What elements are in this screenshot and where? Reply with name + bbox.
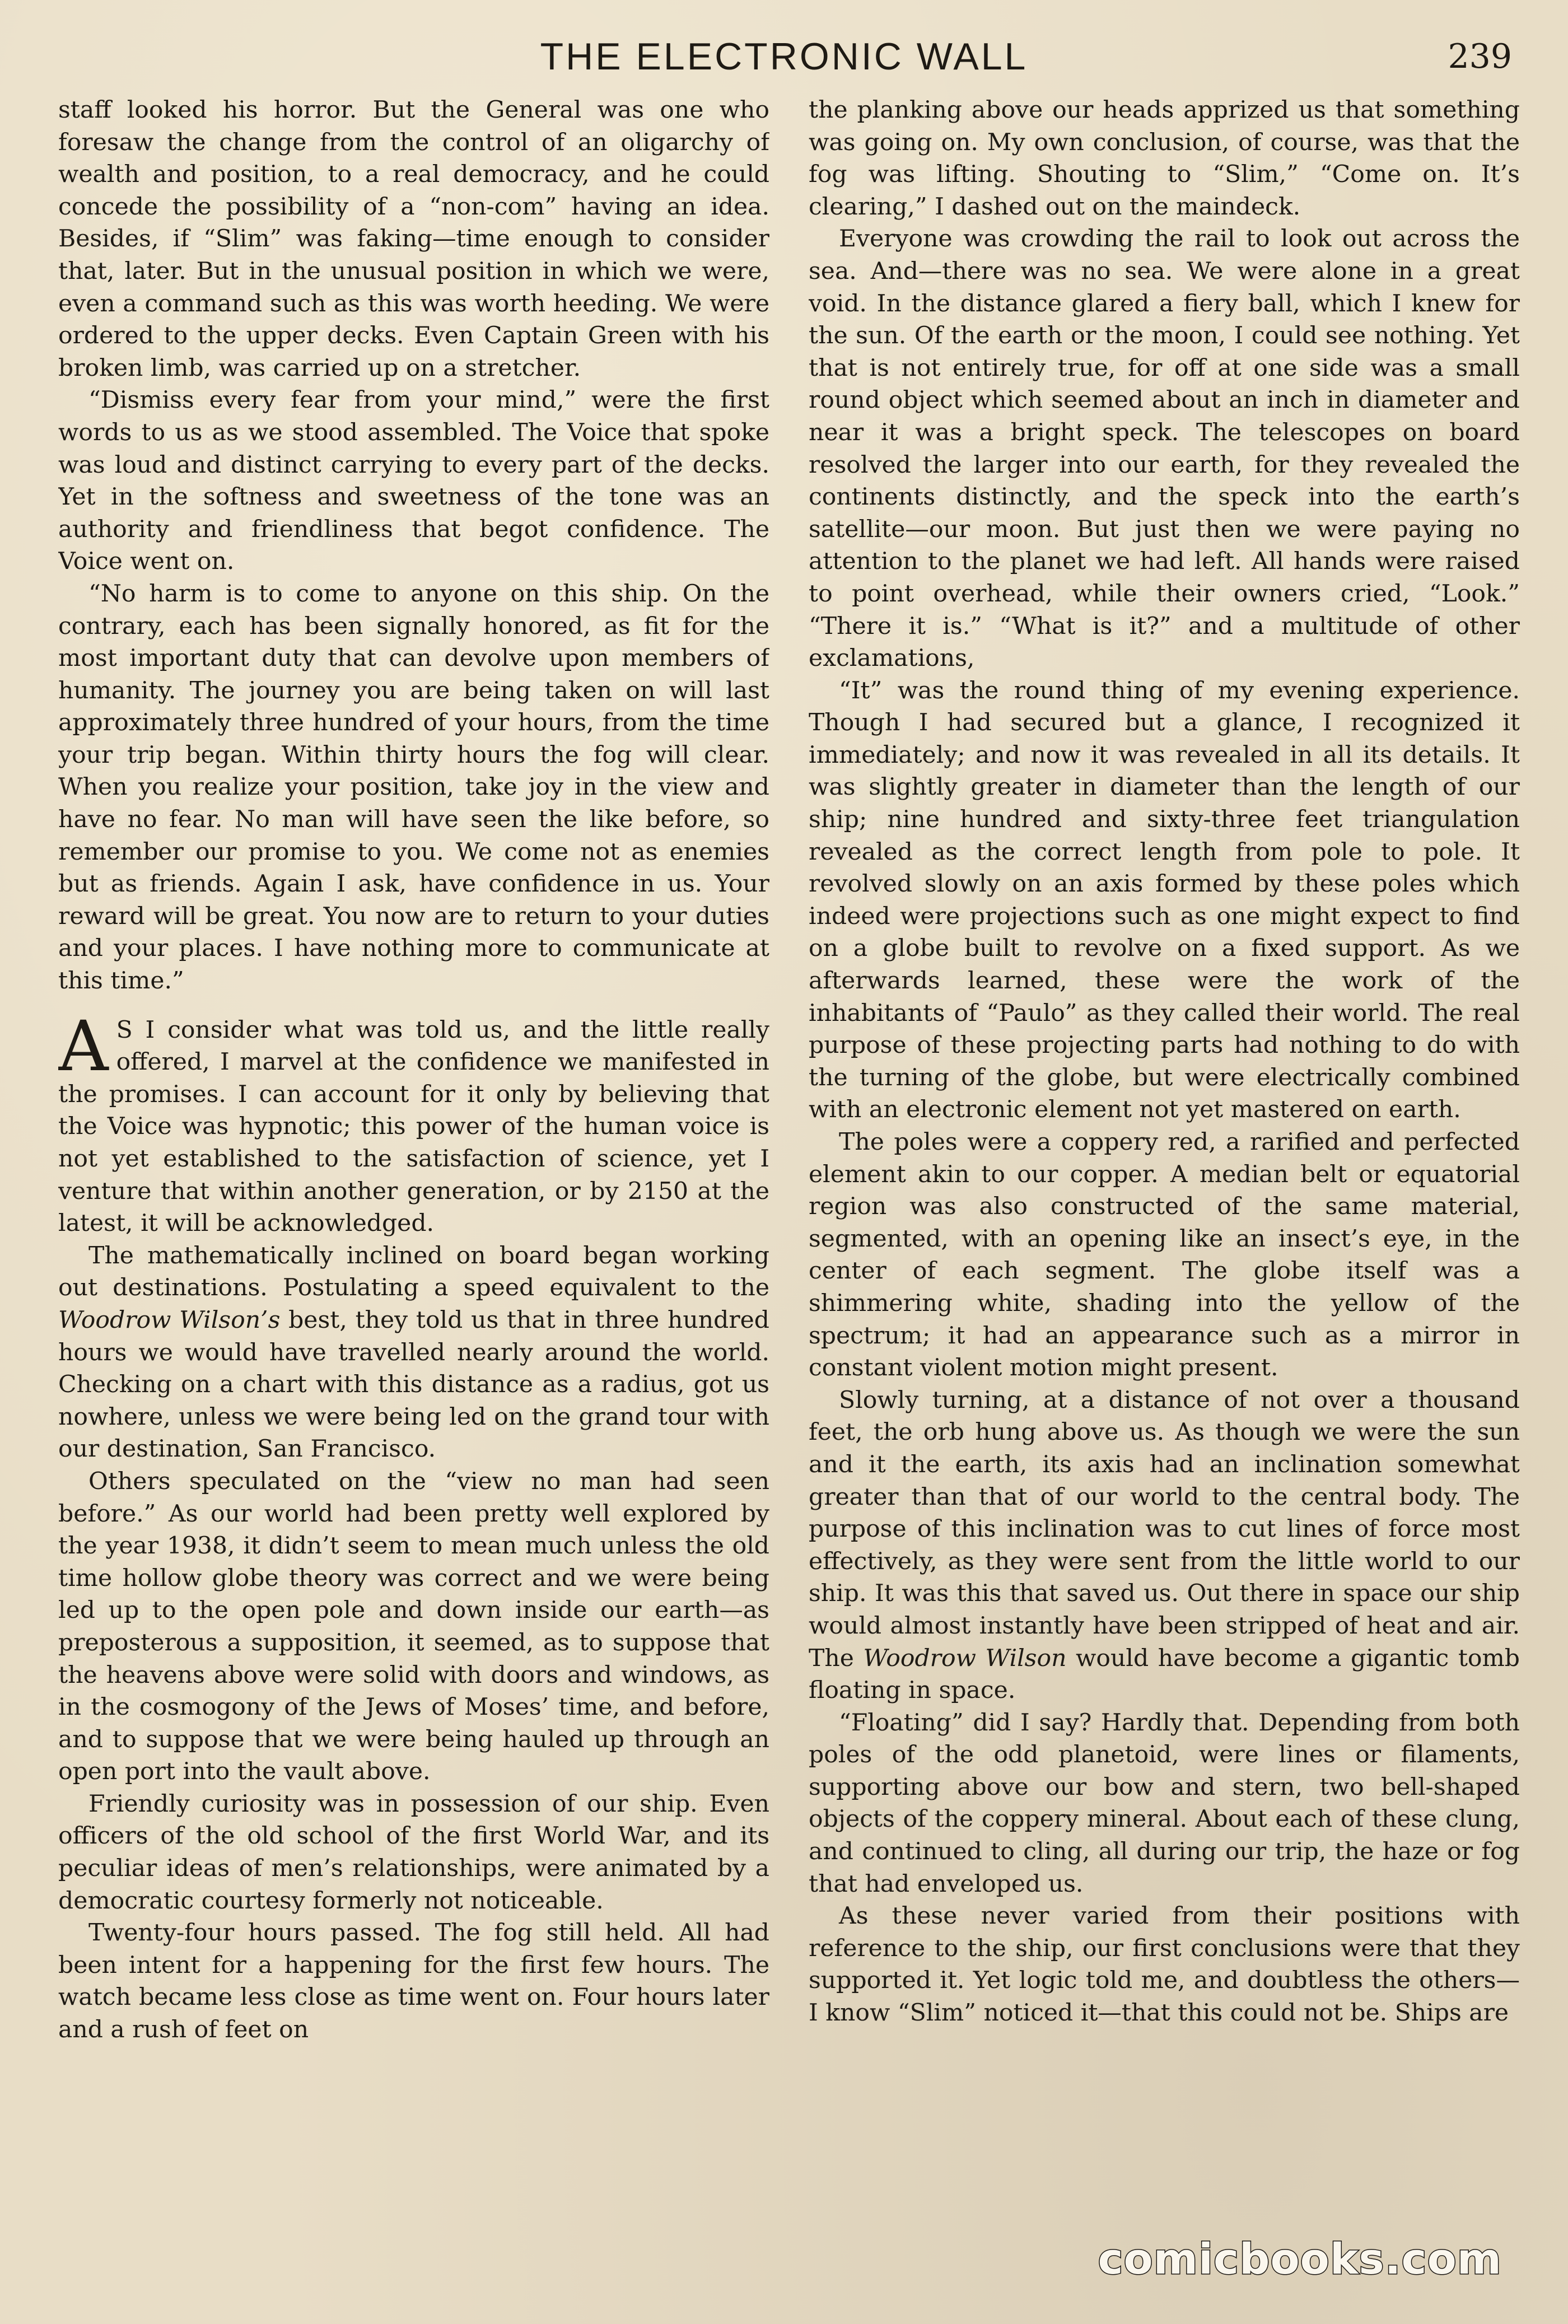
section-opening-paragraph xyxy=(58,1006,769,1240)
page-header xyxy=(0,35,1568,85)
watermark: comicbooks.com xyxy=(1098,2234,1502,2284)
paragraph xyxy=(58,1240,769,1466)
right-column xyxy=(809,94,1520,2267)
paragraph: Everyone was crowding the rail to look out across the sea. And—there was no sea. We were alone in a great void. In the distance glared a fiery ball, which I knew for the sun. Of the earth or the moon, I could see nothing. Yet that is not entirely true, for off at one side was a small round object which seemed about an inch in diameter and near it was a bright speck. The telescopes on board resolved the larger into our earth, for they revealed the continents distinctly, and the speck into the earth’s satellite—our moon. But just then we were paying no attention to the planet we had left. All hands were raised to point overhead, while their owners cried, “Look.” “There it is.” “What is it?” and a multitude of other exclamations, xyxy=(809,225,1520,673)
paragraph: the planking above our heads apprized us that something was going on. My own conclusion, of course, was that the fog was lifting. Shouting to “Slim,” “Come on. It’s clearing,” I dashed out on the maindeck. xyxy=(809,96,1520,221)
left-column xyxy=(58,94,769,2267)
paragraph xyxy=(809,1384,1520,1707)
paragraph-text: S I consider what was told us, and the little really offered, I marvel at the confidence we manifested in the promises. I can account for it only by believing that the Voice was hypnotic; this power of the human voice is not yet established to the satisfaction of science, yet I venture that within another generation, or by 2150 at the latest, it will be acknowledged. xyxy=(58,1016,769,1238)
paragraph: staff looked his horror. But the General was one who foresaw the change from the control of an oligarchy of wealth and position, to a real democracy, and he could concede the possibility of a “non-com” having an idea. Besides, if “Slim” was faking—time enough to consider that, later. But in the unusual position in which we were, even a command such as this was worth heeding. We were ordered to the upper decks. Even Captain Green with his broken limb, was carried up on a stretcher. xyxy=(58,96,769,382)
paragraph: Friendly curiosity was in possession of our ship. Even officers of the old school of the first World War, and its peculiar ideas of men’s relationships, were animated by a democratic courtesy formerly not noticeable. xyxy=(58,1790,769,1915)
drop-cap: A xyxy=(58,1006,109,1087)
page-number: 239 xyxy=(1448,37,1512,76)
paragraph: The poles were a coppery red, a rarified and perfected element akin to our copper. A median belt or equatorial region was also constructed of the same material, segmented, with an opening like an insect’s eye, in the center of each segment. The globe itself was a shimmering white, shading into the yellow of the spectrum; it had an appearance such as a mirror in constant violent motion might present. xyxy=(809,1128,1520,1382)
paragraph: Twenty-four hours passed. The fog still held. All had been intent for a happening for the first few hours. The watch became less close as time went on. Four hours later and a rush of feet on xyxy=(58,1919,769,2044)
paragraph: “Dismiss every fear from your mind,” were the first words to us as we stood assembled. The Voice that spoke was loud and distinct carrying to every part of the decks. Yet in the softness and sweetness of the tone was an authority and friendliness that begot confidence. The Voice went on. xyxy=(58,386,769,576)
paragraph-text: would have become a gigantic tomb floating in space. xyxy=(809,1644,1520,1705)
ship-name: Woodrow Wilson’s xyxy=(58,1306,281,1334)
paragraph: “It” was the round thing of my evening experience. Though I had secured but a glance, I recognized it immediately; and now it was revealed in all its details. It was slightly greater in diameter than the length of our ship; nine hundred and sixty-three feet triangulation revealed as the correct length from pole to pole. It revolved slowly on an axis formed by these poles which indeed were projections such as one might expect to find on a globe built to revolve on a fixed support. As we afterwards learned, these were the work of the inhabitants of “Paulo” as they called their world. The real purpose of these projecting parts had nothing to do with the turning of the globe, but were electrically combined with an electronic element not yet mastered on earth. xyxy=(809,676,1520,1124)
paragraph: Others speculated on the “view no man had seen before.” As our world had been pretty well explored by the year 1938, it didn’t seem to mean much unless the old time hollow globe theory was correct and we were being led up to the open pole and down inside our earth—as preposterous a supposition, it seemed, as to suppose that the heavens above were solid with doors and windows, as in the cosmogony of the Jews of Moses’ time, and before, and to suppose that we were being hauled up through an open port into the vault above. xyxy=(58,1467,769,1786)
ship-name: Woodrow Wilson xyxy=(863,1644,1067,1672)
paragraph-text: best, they told us that in three hundred hours we would have travelled nearly around the world. Checking on a chart with this distance as a radius, got us nowhere, unless we were being led on the grand tour with our destination, San Francisco. xyxy=(58,1306,769,1463)
paragraph: As these never varied from their positions with reference to the ship, our first conclusions were that they supported it. Yet logic told me, and doubtless the others—I know “Slim” noticed it—that this could not be. Ships are xyxy=(809,1902,1520,2027)
running-title: THE ELECTRONIC WALL xyxy=(540,35,1028,78)
paragraph: “Floating” did I say? Hardly that. Depending from both poles of the odd planetoid, were lines or filaments, supporting above our bow and stern, two bell-shaped objects of the coppery mineral. About each of these clung, and continued to cling, all during our trip, the haze or fog that had enveloped us. xyxy=(809,1709,1520,1898)
paragraph-text: Slowly turning, at a distance of not over a thousand feet, the orb hung above us. As though we were the sun and it the earth, its axis had an inclination somewhat greater than that of our world to the central body. The purpose of this inclination was to cut lines of force most effectively, as they were sent from the little world to our ship. It was this that saved us. Out there in space our ship would almost instantly have been stripped of heat and air. The xyxy=(809,1386,1520,1672)
paragraph: “No harm is to come to anyone on this ship. On the contrary, each has been signally honored, as fit for the most important duty that can devolve upon members of humanity. The journey you are being taken on will last approximately three hundred of your hours, from the time your trip began. Within thirty hours the fog will clear. When you realize your position, take joy in the view and have no fear. No man will have seen the like before, so remember our promise to you. We come not as enemies but as friends. Again I ask, have confidence in us. Your reward will be great. You now are to return to your duties and your places. I have nothing more to communicate at this time.” xyxy=(58,580,769,995)
paragraph-text: The mathematically inclined on board began working out destinations. Postulating a speed equivalent to the xyxy=(58,1242,769,1302)
